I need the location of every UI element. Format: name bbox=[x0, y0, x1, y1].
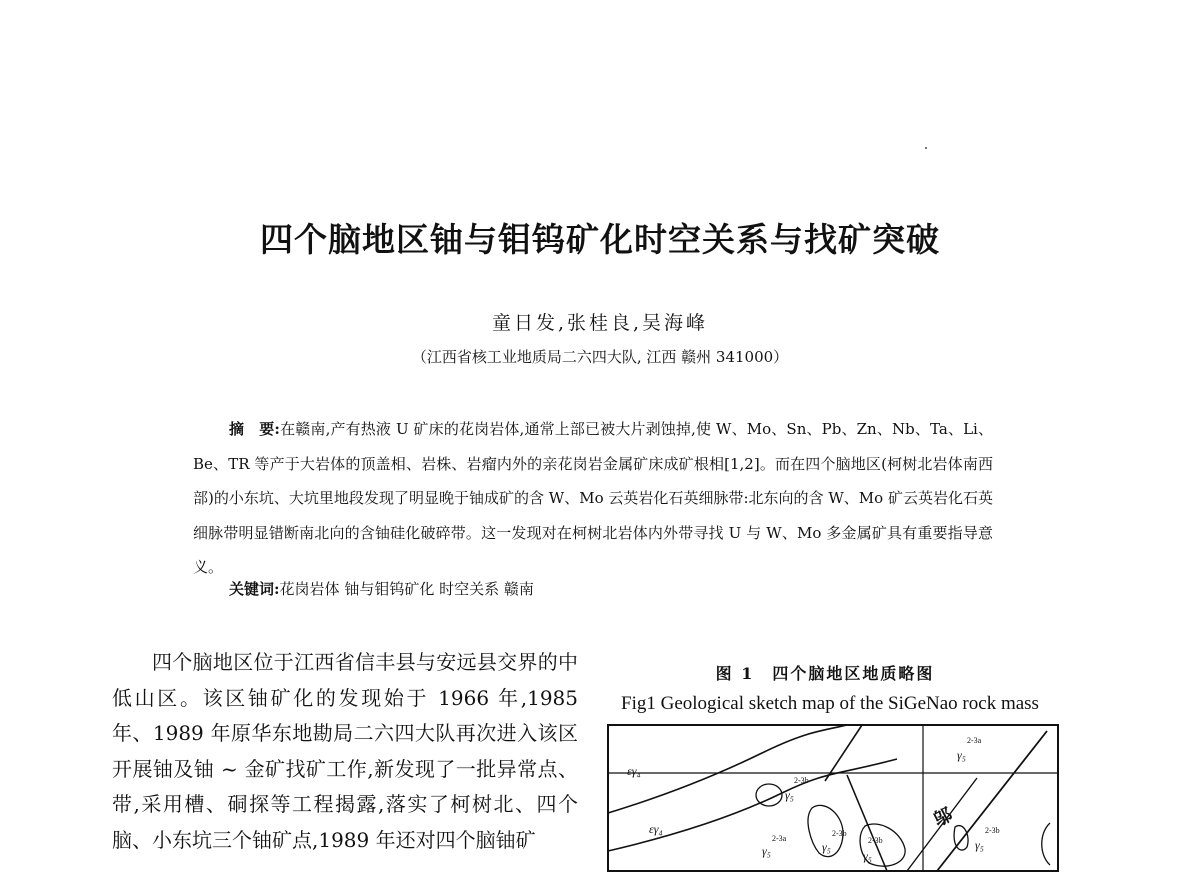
abstract-text: 在赣南,产有热液 U 矿床的花岗岩体,通常上部已被大片剥蚀掉,使 W、Mo、Sn、Pb、Zn、Nb、Ta、Li、Be、TR 等产于大岩体的顶盖相、岩株、岩瘤内外的亲花岗岩金属矿床成矿根相[1,2]。而在四个脑地区(柯树北岩体南西部)的小东坑、大坑里地段发现了明显晚于铀成矿的含 W、Mo 云英岩化石英细脉带:北东向的含 W、Mo 矿云英岩化石英细脉带明显错断南北向的含铀硅化破碎带。这一发现对在柯树北岩体内外带寻找 U 与 W、Mo 多金属矿具有重要指导意义。 bbox=[193, 420, 993, 576]
abstract-label: 摘 要: bbox=[229, 420, 280, 438]
label-gamma5-f: γ₅ bbox=[975, 838, 984, 852]
fault-line-3 bbox=[937, 731, 1047, 871]
keywords bbox=[229, 578, 534, 599]
paper-affiliation: （江西省核工业地质局二六四大队, 江西 赣州 341000） bbox=[411, 348, 789, 366]
label-gamma5-a: γ₅ bbox=[785, 788, 794, 802]
compass-arc bbox=[1042, 823, 1050, 865]
figure-caption-cn: 图 1 四个脑地区地质略图 bbox=[715, 664, 935, 683]
label-unit-2-3b-a: 2-3b bbox=[794, 776, 809, 785]
figure-caption-en: Fig1 Geological sketch map of the SiGeNao rock mass bbox=[621, 693, 1039, 714]
label-eg4-upper: εγ₄ bbox=[627, 764, 641, 778]
paper-authors: 童日发,张桂良,吴海峰 bbox=[491, 312, 709, 334]
label-gamma5-c: γ₅ bbox=[822, 840, 831, 854]
intrusion-outline-4 bbox=[954, 826, 968, 851]
label-gamma5-e: γ₅ bbox=[957, 748, 966, 762]
label-unit-2-3b-c: 2-3b bbox=[868, 836, 883, 845]
label-unit-2-3b-b: 2-3b bbox=[832, 829, 847, 838]
contact-line-1 bbox=[608, 725, 847, 813]
label-unit-2-3a-b: 2-3a bbox=[967, 736, 982, 745]
label-unit-2-3b-d: 2-3b bbox=[985, 826, 1000, 835]
label-unit-2-3a-a: 2-3a bbox=[772, 834, 787, 843]
keywords-label: 关键词: bbox=[229, 580, 280, 598]
label-side-char: 邬 bbox=[930, 804, 956, 831]
paper-title: 四个脑地区铀与钼钨矿化时空关系与找矿突破 bbox=[260, 220, 940, 259]
label-eg4-lower: εγ₄ bbox=[649, 822, 663, 836]
map-frame bbox=[608, 725, 1058, 871]
geological-sketch-map bbox=[607, 723, 1062, 873]
scan-speck bbox=[925, 147, 927, 149]
label-gamma5-d: γ₅ bbox=[863, 849, 872, 863]
body-paragraph: 四个脑地区位于江西省信丰县与安远县交界的中低山区。该区铀矿化的发现始于 1966 年,1985 年、1989 年原华东地勘局二六四大队再次进入该区开展铀及铀 ~ 金矿找矿工作,新发现了一批异常点、带,采用槽、硐探等工程揭露,落实了柯树北、四个脑、小东坑三个铀矿点,1989 年还对四个脑铀矿 bbox=[112, 650, 578, 852]
label-gamma5-b: γ₅ bbox=[762, 844, 771, 858]
body-column bbox=[112, 645, 578, 858]
abstract bbox=[193, 412, 993, 585]
keywords-text: 花岗岩体 铀与钼钨矿化 时空关系 赣南 bbox=[279, 580, 534, 598]
